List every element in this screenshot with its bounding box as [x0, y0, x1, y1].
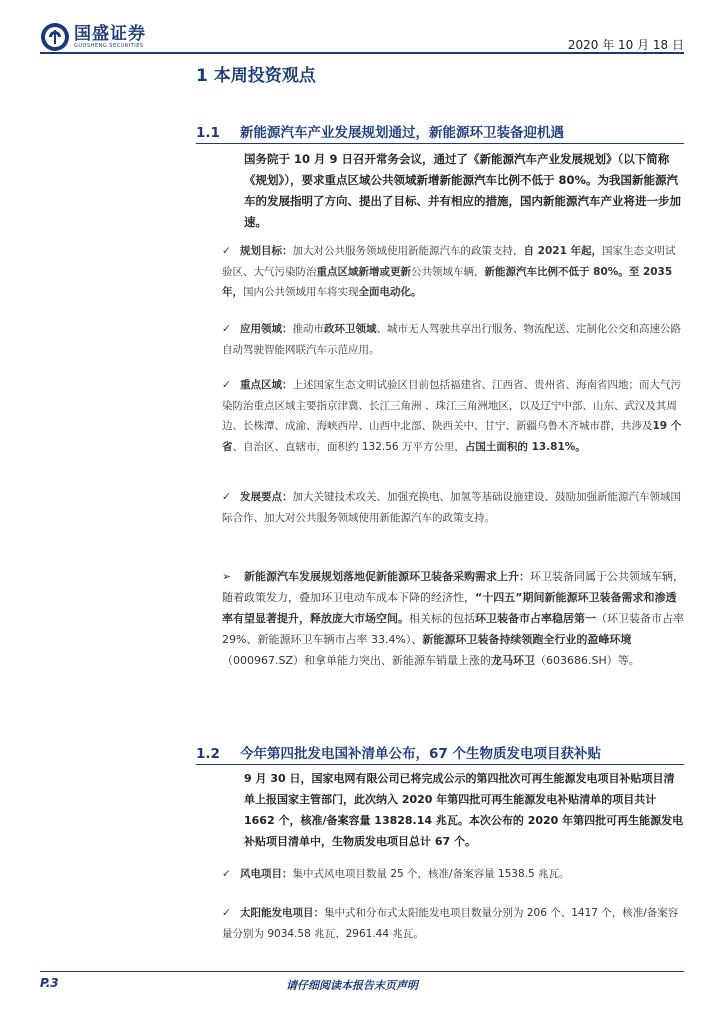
check-icon: ✓ — [222, 868, 231, 880]
arrow-text: （603686.SH）等。 — [535, 654, 640, 667]
bullet-solar-projects — [222, 903, 684, 944]
arrow-emphasis: 新能源环卫装备持续领跑全行业的盈峰环境 — [422, 633, 632, 646]
bullet-label: 发展要点： — [240, 491, 293, 503]
bullet-emphasis: 占国土面积的 13.81%。 — [464, 440, 586, 453]
bullet-label: 太阳能发电项目： — [240, 907, 324, 919]
bullet-text: 公共领域车辆， — [411, 265, 485, 278]
bullet-label: 风电项目： — [240, 868, 293, 880]
footer-disclaimer: 请仔细阅读本报告末页声明 — [286, 979, 418, 992]
arrow-text: 相关标的包括 — [409, 612, 475, 625]
subsection-divider — [196, 764, 684, 765]
bullet-text: 国内公共领域用车将实现 — [243, 286, 359, 298]
bullet-text: 、城市无人驾驶共享出行服务、物流配送、定制化公交和高速公路自动驾驶智能网联汽车示范应用。 — [222, 323, 681, 356]
bullet-text: 加大关键技术攻关、加强充换电、加氢等基础设施建设、鼓励加强新能源汽车领域国际合作、加大对公共服务领域使用新能源汽车的政策支持。 — [222, 491, 681, 524]
bullet-text: 加大对公共服务领域使用新能源汽车的政策支持， — [292, 245, 524, 257]
arrow-text: （环卫装备市占率 29%、新能源环卫车辆市占率 33.4%）、 — [222, 612, 684, 646]
subsection-title: 今年第四批发电国补清单公布，67 个生物质发电项目获补贴 — [240, 746, 601, 762]
bullet-plan-target — [222, 241, 684, 303]
arrow-text: 环卫装备同属于公共领域车辆，随着政策发力，叠加环卫电动车成本下降的经济性， — [222, 570, 684, 604]
arrow-icon: ➢ — [222, 570, 232, 583]
arrow-paragraph — [222, 566, 684, 671]
bullet-emphasis: 重点区域新增或更新 — [316, 265, 411, 278]
arrow-heading: 新能源汽车发展规划落地促新能源环卫装备采购需求上升： — [244, 570, 530, 583]
check-icon: ✓ — [222, 245, 231, 257]
logo-icon — [40, 22, 70, 52]
subsection-title: 新能源汽车产业发展规划通过，新能源环卫装备迎机遇 — [240, 125, 564, 141]
page-number: P.3 — [40, 976, 59, 990]
bullet-wind-projects — [222, 864, 684, 885]
bullet-text: 集中式和分布式太阳能发电项目数量分别为 206 个、1417 个，核准/备案容量分别为 9034.58 兆瓦、2961.44 兆瓦。 — [222, 907, 679, 940]
footer-divider — [40, 971, 684, 972]
bullet-text: 上述国家生态文明试验区目前包括福建省、江西省、贵州省、海南省四地；而大气污染防治重点区域主要指京津冀、长江三角洲 、珠江三角洲地区，以及辽宁中部、山东、武汉及其周边、长株潭、成渝、海峡西岸、山西中北部、陕西关中、甘宁、新疆乌鲁木齐城市群，共涉及 — [222, 379, 681, 432]
check-icon: ✓ — [222, 379, 231, 391]
bullet-label: 应用领域： — [240, 323, 293, 335]
report-date: 2020 年 10 月 18 日 — [567, 38, 684, 52]
subsection-heading-1-2 — [196, 742, 601, 762]
bullet-emphasis: 全面电动化。 — [358, 286, 422, 298]
bullet-emphasis: 新能源汽车比例不低于 80%。至 2035 年， — [222, 265, 673, 298]
check-icon: ✓ — [222, 907, 231, 919]
arrow-emphasis: 龙马环卫 — [491, 654, 536, 667]
check-icon: ✓ — [222, 323, 231, 335]
arrow-emphasis: 环卫装备市占率稳居第一 — [475, 612, 596, 625]
bullet-text: 推动市 — [292, 323, 324, 335]
intro-paragraph: 9 月 30 日，国家电网有限公司已将完成公示的第四批次可再生能源发电项目补贴项目清单上报国家主管部门，此次纳入 2020 年第四批可再生能源发电补贴清单的项目共计 1662 个，核准/备案容量 13828.14 兆瓦。本次公布的 2020 年第四批可再生能源发电补贴项目清单中，生物质发电项目总计 67 个。 — [244, 772, 684, 848]
subsection-heading-1-1 — [196, 121, 564, 141]
bullet-label: 规划目标： — [240, 245, 293, 257]
page-header — [0, 0, 724, 54]
bullet-text: 、自治区、直辖市，面积约 132.56 万平方公里， — [232, 440, 465, 453]
subsection-divider — [196, 143, 684, 144]
bullet-label: 重点区域： — [240, 379, 293, 391]
header-divider — [40, 52, 684, 54]
intro-paragraph: 国务院于 10 月 9 日召开常务会议，通过了《新能源汽车产业发展规划》（以下简称《规划》），要求重点区域公共领域新增新能源汽车比例不低于 80%。为我国新能源汽车的发展指明了方向、提出了目标、并有相应的措施，国内新能源汽车产业将进一步加速。 — [244, 152, 681, 229]
arrow-text: （000967.SZ）和拿单能力突出、新能源车销量上涨的 — [222, 654, 492, 667]
company-logo — [40, 22, 146, 52]
subsection-number: 1.1 — [196, 125, 220, 141]
logo-name-en: GUOSHENG SECURITIES — [74, 42, 144, 49]
bullet-application-area — [222, 319, 684, 360]
subsection-number: 1.2 — [196, 746, 220, 762]
arrow-emphasis: “十四五”期间新能源环卫装备需求和渗透率有望显著提升，释放庞大市场空间。 — [222, 591, 677, 625]
check-icon: ✓ — [222, 491, 231, 503]
bullet-emphasis: 政环卫领域 — [324, 323, 377, 335]
bullet-text: 国家生态文明试验区、大气污染防治 — [222, 245, 676, 278]
section-title: 1 本周投资观点 — [196, 66, 316, 86]
bullet-key-region — [222, 375, 684, 457]
bullet-text: 集中式风电项目数量 25 个，核准/备案容量 1538.5 兆瓦。 — [292, 868, 570, 880]
bullet-emphasis: 自 2021 年起， — [523, 245, 603, 257]
bullet-emphasis: 19 个省 — [222, 420, 682, 453]
logo-name-cn: 国盛证券 — [74, 23, 146, 44]
bullet-development-points — [222, 487, 684, 528]
